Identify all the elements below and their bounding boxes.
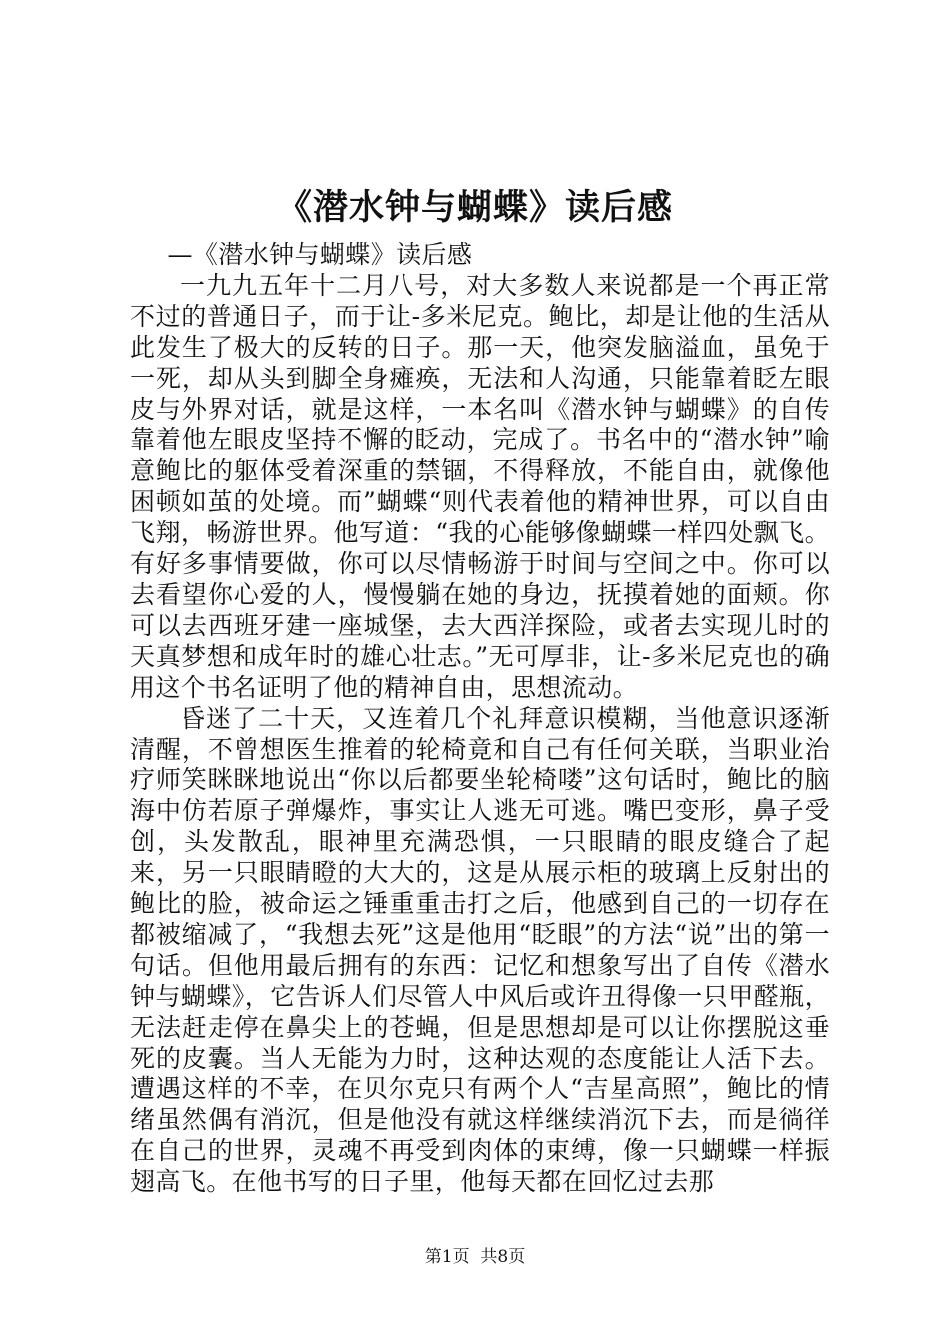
body-paragraph-1: 一九九五年十二月八号，对大多数人来说都是一个再正常不过的普通日子，而于让-多米尼克。鲍比，却是让他的生活从此发生了极大的反转的日子。那一天，他突发脑溢血，虽免于一死，却从头到脚全身瘫痪，无法和人沟通，只能靠着眨左眼皮与外界对话，就是这样，一本名叫《潜水钟与蝴蝶》的自传靠着他左眼皮坚持不懈的眨动，完成了。书名中的“潜水钟”喻意鲍比的躯体受着深重的禁锢，不得释放，不能自由，就像他困顿如茧的处境。而”蝴蝶“则代表着他的精神世界，可以自由飞翔，畅游世界。他写道：“我的心能够像蝴蝶一样四处飘飞。有好多事情要做，你可以尽情畅游于时间与空间之中。你可以去看望你心爱的人，慢慢躺在她的身边，抚摸着她的面颊。你可以去西班牙建一座城堡，去大西洋探险，或者去实现儿时的天真梦想和成年时的雄心壮志。”无可厚非，让-多米尼克也的确用这个书名证明了他的精神自由，思想流动。 — [130, 270, 830, 702]
document-subtitle: —《潜水钟与蝴蝶》读后感 — [167, 240, 473, 269]
page-number-label: 第1页 共8页 — [424, 1247, 526, 1267]
document-title: 《潜水钟与蝴蝶》读后感 — [276, 187, 673, 228]
page-footer — [0, 1246, 950, 1268]
body-paragraph-2: 昏迷了二十天，又连着几个礼拜意识模糊，当他意识逐渐清醒，不曾想医生推着的轮椅竟和自己有任何关联，当职业治疗师笑眯眯地说出“你以后都要坐轮椅喽”这句话时，鲍比的脑海中仿若原子弹爆炸，事实让人逃无可逃。嘴巴变形，鼻子受创，头发散乱，眼神里充满恐惧，一只眼睛的眼皮缝合了起来，另一只眼睛瞪的大大的，这是从展示柜的玻璃上反射出的鲍比的脸，被命运之锤重重击打之后，他感到自己的一切存在都被缩减了，“我想去死”这是他用“眨眼”的方法“说”出的第一句话。但他用最后拥有的东西：记忆和想象写出了自传《潜水钟与蝴蝶》，它告诉人们尽管人中风后或许丑得像一只甲醛瓶，无法赶走停在鼻尖上的苍蝇，但是思想却是可以让你摆脱这垂死的皮囊。当人无能为力时，这种达观的态度能让人活下去。遭遇这样的不幸，在贝尔克只有两个人“吉星高照”，鲍比的情绪虽然偶有消沉，但是他没有就这样继续消沉下去，而是徜徉在自己的世界，灵魂不再受到肉体的束缚，像一只蝴蝶一样振翅高飞。在他书写的日子里，他每天都在回忆过去那 — [130, 703, 830, 1197]
document-body — [130, 240, 830, 1198]
